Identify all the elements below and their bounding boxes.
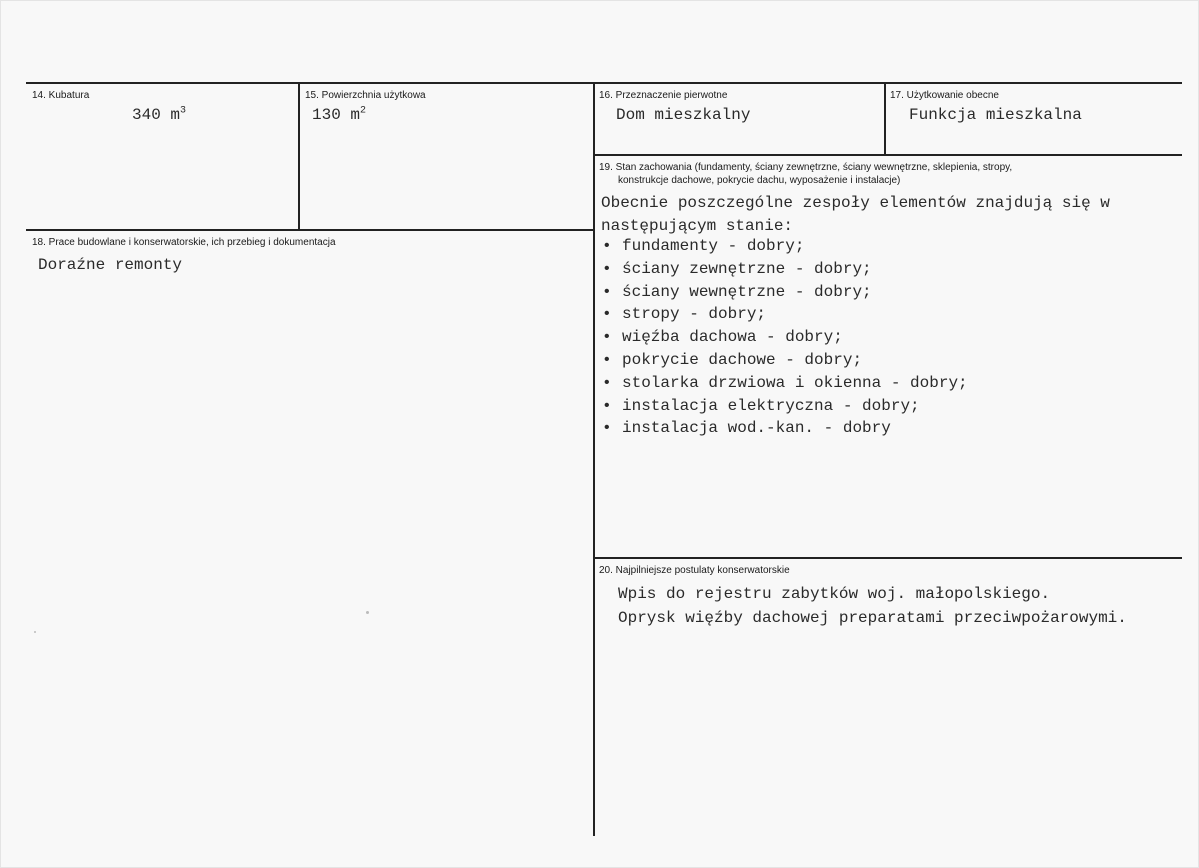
condition-item (600, 258, 968, 281)
scan-speck (366, 611, 369, 614)
field-17-label: 17. Użytkowanie obecne (890, 90, 999, 101)
rule-above-20 (593, 557, 1182, 559)
bullet-icon: • (602, 237, 612, 255)
condition-item (600, 372, 968, 395)
scan-speck (34, 631, 36, 633)
condition-item (600, 281, 968, 304)
field-15-value (312, 105, 366, 125)
intro-line-1: Obecnie poszczególne zespoły elementów znajdują się w (601, 194, 1110, 212)
bullet-icon: • (602, 305, 612, 324)
condition-item (600, 303, 968, 326)
condition-item (600, 326, 968, 349)
condition-list (600, 235, 968, 440)
bullet-icon: • (602, 350, 612, 369)
condition-item-text: pokrycie dachowe - dobry; (622, 350, 863, 369)
rule-above-19 (593, 154, 1182, 156)
field-14-label: 14. Kubatura (32, 90, 90, 101)
bullet-icon: • (602, 373, 612, 392)
field-14-value (132, 105, 186, 125)
bullet-icon: • (602, 419, 612, 438)
condition-item-text: instalacja wod.-kan. - dobry (622, 419, 891, 438)
condition-item-text: stropy - dobry; (622, 305, 767, 324)
area-value: 130 m (312, 106, 361, 124)
condition-item (600, 417, 968, 440)
field-18-value: Doraźne remonty (38, 256, 183, 274)
field-20-line-1: Wpis do rejestru zabytków woj. małopolskiego. (618, 585, 1051, 603)
condition-item-text: ściany zewnętrzne - dobry; (622, 259, 872, 278)
field-16-value: Dom mieszkalny (616, 106, 751, 124)
top-rule (26, 82, 1182, 84)
field-19-label-line1: 19. Stan zachowania (fundamenty, ściany zewnętrzne, ściany wewnętrzne, sklepienia, stropy, (599, 162, 1013, 173)
condition-item-text: instalacja elektryczna - dobry; (622, 396, 920, 415)
intro-line-2: następującym stanie: (601, 216, 794, 235)
bullet-icon: • (602, 328, 612, 347)
condition-item (600, 235, 968, 258)
condition-item-text: więźba dachowa - dobry; (622, 328, 843, 347)
field-15-label: 15. Powierzchnia użytkowa (305, 90, 426, 101)
field-20-label: 20. Najpilniejsze postulaty konserwatorskie (599, 565, 790, 576)
divider-left-right (593, 82, 595, 836)
divider-16-17 (884, 82, 886, 155)
condition-item (600, 349, 968, 372)
bullet-icon: • (602, 396, 612, 415)
bullet-icon: • (602, 259, 612, 278)
rule-above-18 (26, 229, 594, 231)
field-20-line-2: Oprysk więźby dachowej preparatami przeciwpożarowymi. (618, 609, 1127, 627)
divider-14-15 (298, 82, 300, 230)
volume-unit-exponent: 3 (180, 105, 187, 117)
volume-value: 340 m (132, 106, 181, 124)
condition-item-text: stolarka drzwiowa i okienna - dobry; (622, 373, 968, 392)
area-unit-exponent: 2 (360, 105, 367, 117)
field-19-intro (601, 192, 1161, 238)
condition-item-text: ściany wewnętrzne - dobry; (622, 282, 872, 301)
field-19-label-line2: konstrukcje dachowe, pokrycie dachu, wyposażenie i instalacje) (618, 175, 901, 186)
field-17-value: Funkcja mieszkalna (909, 106, 1082, 124)
field-18-label: 18. Prace budowlane i konserwatorskie, ich przebieg i dokumentacja (32, 237, 336, 248)
field-16-label: 16. Przeznaczenie pierwotne (599, 90, 728, 101)
condition-item (600, 395, 968, 418)
condition-item-text: fundamenty - dobry; (622, 237, 805, 255)
bullet-icon: • (602, 282, 612, 301)
